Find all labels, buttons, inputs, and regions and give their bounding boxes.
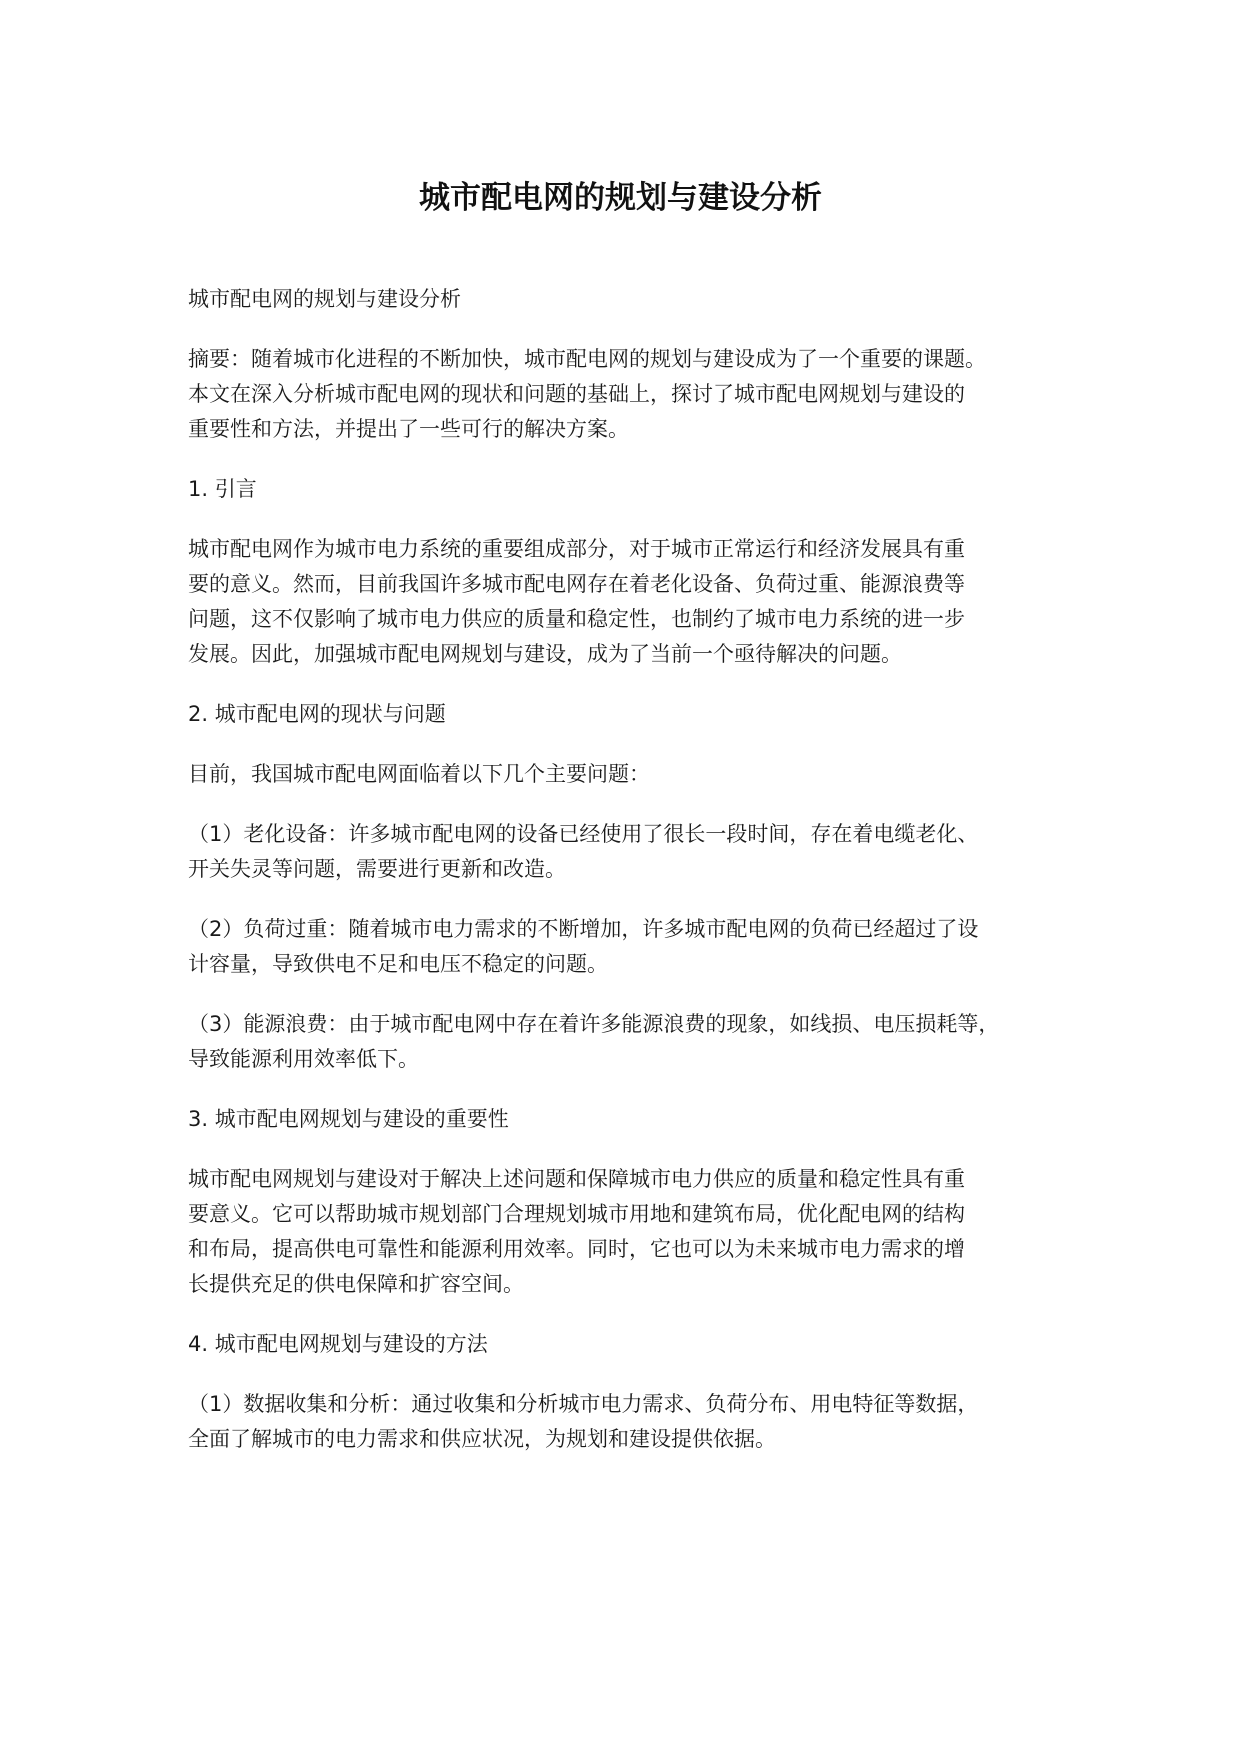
paragraph: [188, 282, 1088, 317]
text-line: （1）老化设备：许多城市配电网的设备已经使用了很长一段时间，存在着电缆老化、: [188, 822, 979, 846]
document-title: 城市配电网的规划与建设分析: [419, 180, 822, 216]
text-line: （3）能源浪费：由于城市配电网中存在着许多能源浪费的现象，如线损、电压损耗等，: [188, 1012, 1000, 1036]
list-item: [188, 817, 1088, 887]
section-heading: [188, 1327, 1088, 1362]
text-line: 全面了解城市的电力需求和供应状况，为规划和建设提供依据。: [188, 1427, 776, 1451]
list-item: [188, 1007, 1088, 1077]
text-line: 目前，我国城市配电网面临着以下几个主要问题：: [188, 762, 650, 786]
paragraph: [188, 757, 1088, 792]
text-line: 长提供充足的供电保障和扩容空间。: [188, 1272, 524, 1296]
section-heading: [188, 1102, 1088, 1137]
section-heading: [188, 472, 1088, 507]
text-line: 摘要：随着城市化进程的不断加快，城市配电网的规划与建设成为了一个重要的课题。: [188, 347, 986, 371]
paragraph: [188, 1162, 1088, 1302]
text-line: 3. 城市配电网规划与建设的重要性: [188, 1107, 509, 1131]
text-line: （1）数据收集和分析：通过收集和分析城市电力需求、负荷分布、用电特征等数据，: [188, 1392, 979, 1416]
text-line: 城市配电网的规划与建设分析: [188, 287, 461, 311]
list-item: [188, 912, 1088, 982]
text-line: 问题，这不仅影响了城市电力供应的质量和稳定性，也制约了城市电力系统的进一步: [188, 607, 965, 631]
text-line: 计容量，导致供电不足和电压不稳定的问题。: [188, 952, 608, 976]
paragraph: [188, 342, 1088, 447]
text-line: 本文在深入分析城市配电网的现状和问题的基础上，探讨了城市配电网规划与建设的: [188, 382, 965, 406]
section-heading: [188, 697, 1088, 732]
text-line: 开关失灵等问题，需要进行更新和改造。: [188, 857, 566, 881]
text-line: （2）负荷过重：随着城市电力需求的不断增加，许多城市配电网的负荷已经超过了设: [188, 917, 979, 941]
paragraph: [188, 532, 1088, 672]
text-line: 4. 城市配电网规划与建设的方法: [188, 1332, 488, 1356]
text-line: 要的意义。然而，目前我国许多城市配电网存在着老化设备、负荷过重、能源浪费等: [188, 572, 965, 596]
text-line: 1. 引言: [188, 477, 257, 501]
text-line: 和布局，提高供电可靠性和能源利用效率。同时，它也可以为未来城市电力需求的增: [188, 1237, 965, 1261]
list-item: [188, 1387, 1088, 1457]
document-body: [188, 282, 1088, 1457]
text-line: 城市配电网规划与建设对于解决上述问题和保障城市电力供应的质量和稳定性具有重: [188, 1167, 965, 1191]
text-line: 城市配电网作为城市电力系统的重要组成部分，对于城市正常运行和经济发展具有重: [188, 537, 965, 561]
text-line: 发展。因此，加强城市配电网规划与建设，成为了当前一个亟待解决的问题。: [188, 642, 902, 666]
text-line: 重要性和方法，并提出了一些可行的解决方案。: [188, 417, 629, 441]
text-line: 要意义。它可以帮助城市规划部门合理规划城市用地和建筑布局，优化配电网的结构: [188, 1202, 965, 1226]
text-line: 导致能源利用效率低下。: [188, 1047, 419, 1071]
text-line: 2. 城市配电网的现状与问题: [188, 702, 446, 726]
